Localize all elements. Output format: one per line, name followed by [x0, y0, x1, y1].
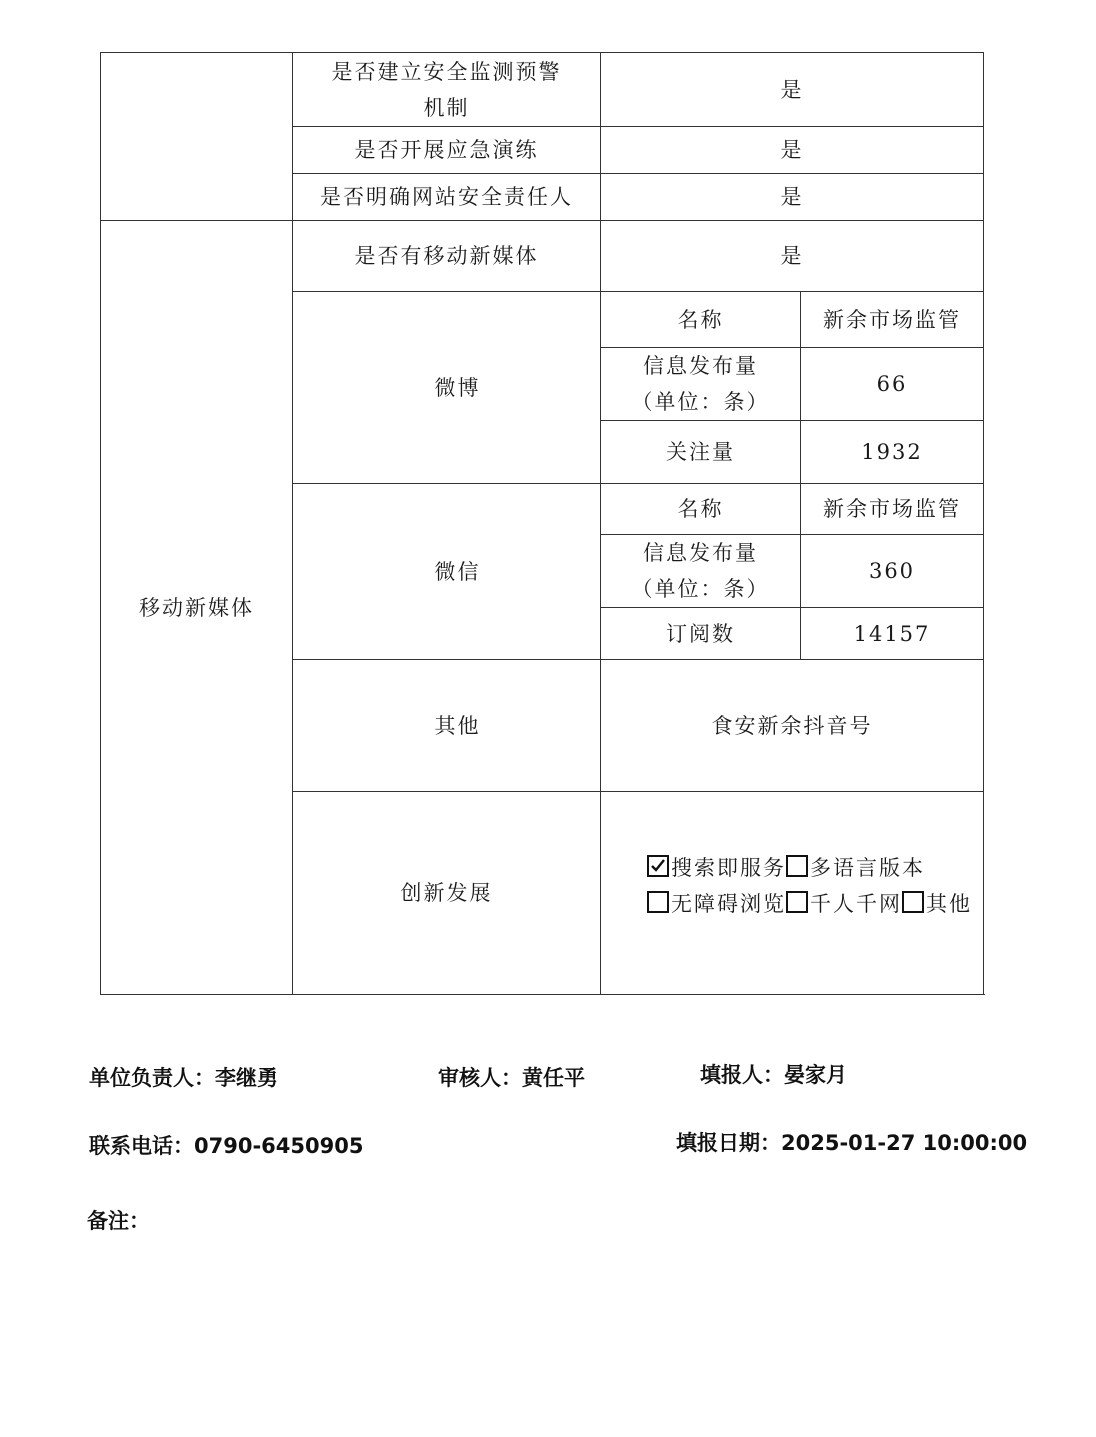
wechat-subscribers-label: 订阅数 — [601, 608, 801, 660]
reviewer: 审核人：黄任平 — [438, 1066, 585, 1090]
filler: 填报人：晏家月 — [700, 1063, 847, 1087]
answer-has-media: 是 — [601, 221, 984, 292]
report-table — [100, 52, 984, 995]
weibo-name-value: 新余市场监管 — [801, 292, 984, 348]
option-personalized[interactable]: 千人千网 — [786, 892, 902, 916]
wechat-label: 微信 — [293, 484, 601, 660]
media-section-label: 移动新媒体 — [101, 221, 293, 995]
question-security-owner: 是否明确网站安全责任人 — [293, 174, 601, 221]
table-row — [101, 53, 984, 127]
question-has-media: 是否有移动新媒体 — [293, 221, 601, 292]
unit-head: 单位负责人：李继勇 — [89, 1066, 278, 1090]
wechat-name-label: 名称 — [601, 484, 801, 535]
question-emergency-drill: 是否开展应急演练 — [293, 127, 601, 174]
answer-emergency-drill: 是 — [601, 127, 984, 174]
other-media-value: 食安新余抖音号 — [601, 660, 984, 792]
remarks: 备注： — [87, 1209, 150, 1233]
answer-security-owner: 是 — [601, 174, 984, 221]
checkbox-checked-icon[interactable] — [647, 855, 669, 877]
weibo-posts-value: 66 — [801, 348, 984, 421]
checkbox-unchecked-icon[interactable] — [786, 891, 808, 913]
question-monitoring-warning: 是否建立安全监测预警 机制 — [293, 53, 601, 127]
table-row — [101, 221, 984, 292]
wechat-posts-label: 信息发布量 （单位：条） — [601, 535, 801, 608]
wechat-posts-value: 360 — [801, 535, 984, 608]
weibo-followers-label: 关注量 — [601, 421, 801, 484]
checkbox-unchecked-icon[interactable] — [647, 891, 669, 913]
option-multilingual[interactable]: 多语言版本 — [786, 856, 925, 880]
option-accessibility[interactable]: 无障碍浏览 — [647, 892, 786, 916]
weibo-name-label: 名称 — [601, 292, 801, 348]
weibo-label: 微博 — [293, 292, 601, 484]
other-media-label: 其他 — [293, 660, 601, 792]
answer-monitoring-warning: 是 — [601, 53, 984, 127]
innovation-options — [601, 792, 984, 995]
section-label-empty — [101, 53, 293, 221]
innovation-label: 创新发展 — [293, 792, 601, 995]
weibo-followers-value: 1932 — [801, 421, 984, 484]
option-other[interactable]: 其他 — [902, 892, 972, 916]
checkbox-unchecked-icon[interactable] — [786, 855, 808, 877]
fill-date: 填报日期：2025-01-27 10:00:00 — [676, 1131, 1028, 1155]
contact-phone: 联系电话：0790-6450905 — [89, 1134, 364, 1158]
option-search-as-service[interactable]: 搜索即服务 — [647, 856, 786, 880]
weibo-posts-label: 信息发布量 （单位：条） — [601, 348, 801, 421]
wechat-name-value: 新余市场监管 — [801, 484, 984, 535]
checkbox-unchecked-icon[interactable] — [902, 891, 924, 913]
wechat-subscribers-value: 14157 — [801, 608, 984, 660]
